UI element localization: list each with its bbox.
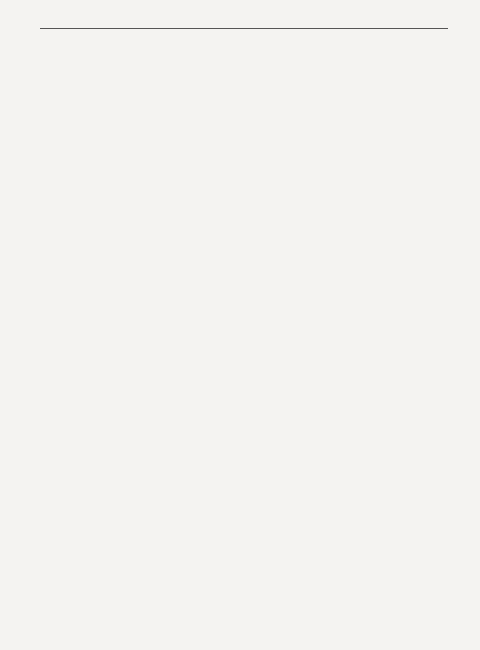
table-of-contents [40,45,450,85]
part-heading [40,49,450,83]
page-header [40,6,448,29]
part-number [40,49,450,65]
part-title [40,65,450,83]
